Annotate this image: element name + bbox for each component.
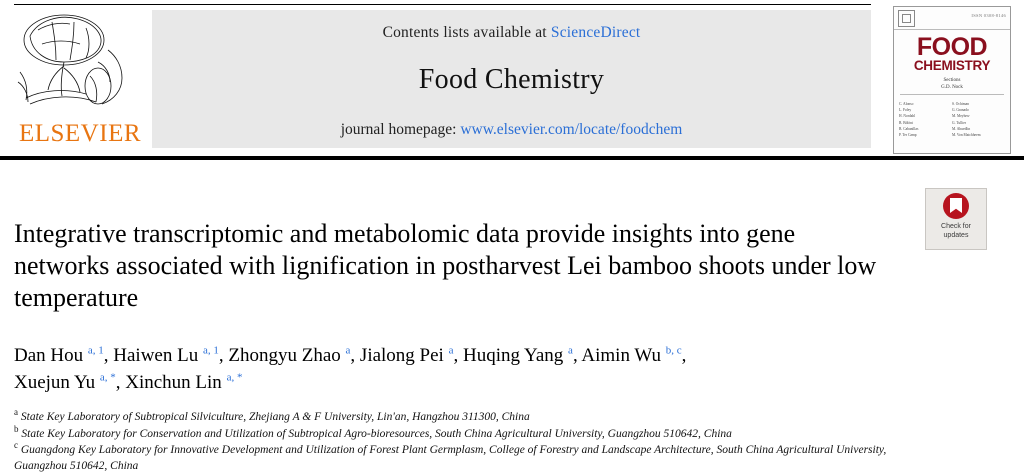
- crossmark-label: [926, 222, 986, 240]
- author-sep: ,: [103, 345, 114, 366]
- journal-homepage-link[interactable]: www.elsevier.com/locate/foodchem: [460, 121, 683, 138]
- author-name: Xinchun Lin: [125, 372, 222, 393]
- crossmark-check-for-updates-button[interactable]: [925, 188, 987, 250]
- cover-subtitle: [894, 77, 1010, 91]
- journal-homepage-line: [152, 121, 871, 139]
- affiliation-item: [14, 407, 914, 426]
- affiliation-item: [14, 440, 914, 474]
- affiliation-list: [14, 407, 914, 474]
- author-sep: ,: [681, 345, 687, 366]
- affiliation-mark: c: [14, 440, 18, 451]
- author-item[interactable]: [14, 345, 104, 366]
- affiliation-text: State Key Laboratory of Subtropical Silviculture, Zhejiang A & F University, Lin'an, Hangzhou 311300, China: [20, 411, 530, 423]
- journal-masthead: [0, 0, 1024, 160]
- author-affiliation-marks: a, 1: [87, 344, 104, 357]
- page-title: Integrative transcriptomic and metabolomic data provide insights into gene networks associated with lignification in postharvest Lei bamboo shoots under low temperature: [14, 219, 877, 312]
- author-name: Aimin Wu: [581, 345, 662, 366]
- author-affiliation-marks: a: [345, 344, 351, 357]
- cover-editor-column-right: S. Ochiman G. Granado M. Meyhew G. Tullier M. Ahuedlin M. Von Matchheem: [952, 102, 981, 138]
- elsevier-logo: [12, 10, 148, 150]
- affiliation-text: Guangdong Key Laboratory for Innovative Development and Utilization of Forest Plant Germplasm, College of Forestry and Landscape Architecture, South China Agricultural University, Guangzhou 510642, China: [14, 444, 887, 472]
- author-sep: ,: [453, 345, 463, 366]
- sciencedirect-link[interactable]: ScienceDirect: [550, 24, 641, 41]
- author-item[interactable]: [360, 345, 454, 366]
- author-sep: ,: [218, 345, 229, 366]
- author-affiliation-marks: a: [448, 344, 454, 357]
- author-name: Xuejun Yu: [14, 372, 96, 393]
- cover-issn-text: ISSN 0308-8146: [971, 13, 1006, 18]
- crossmark-label-line1: Check for: [941, 223, 971, 230]
- author-sep: ,: [572, 345, 582, 366]
- author-name: Huqing Yang: [462, 345, 564, 366]
- cover-logo-icon: [898, 10, 915, 27]
- cover-editor-columns: [894, 101, 1010, 138]
- author-sep: ,: [350, 345, 360, 366]
- author-name: Zhongyu Zhao: [228, 345, 341, 366]
- author-affiliation-marks: b, c: [665, 344, 682, 357]
- cover-editor-label: G.D. Nock: [941, 85, 963, 90]
- affiliation-mark: b: [14, 423, 19, 434]
- author-item[interactable]: [581, 345, 681, 366]
- masthead-top-rule: [14, 4, 871, 5]
- cover-topbar: [894, 7, 1010, 30]
- author-name: Dan Hou: [14, 345, 84, 366]
- author-name: Haiwen Lu: [113, 345, 199, 366]
- cover-editor-column-left: C. Alonso L. Foley H. Nordahl B. Bölöni B. Cabanillas P. Ter Camp: [899, 102, 919, 138]
- crossmark-label-line2: updates: [943, 232, 969, 239]
- author-affiliation-marks: a, 1: [202, 344, 219, 357]
- contents-available-line: [152, 10, 871, 42]
- journal-cover-thumbnail: [893, 6, 1011, 154]
- elsevier-tree-icon: [12, 10, 148, 118]
- author-name: Jialong Pei: [359, 345, 444, 366]
- author-affiliation-marks: a, *: [226, 371, 243, 384]
- author-affiliation-marks: a, *: [99, 371, 116, 384]
- author-item[interactable]: [113, 345, 219, 366]
- author-item[interactable]: [463, 345, 573, 366]
- cover-title-chemistry: CHEMISTRY: [913, 58, 991, 73]
- cover-divider: [900, 94, 1004, 95]
- contents-available-text: Contents lists available at: [382, 24, 551, 41]
- journal-homepage-label: journal homepage:: [340, 121, 461, 138]
- crossmark-icon: [943, 193, 969, 219]
- affiliation-item: [14, 423, 914, 443]
- journal-title: Food Chemistry: [418, 64, 605, 95]
- journal-band: [152, 10, 871, 148]
- author-item[interactable]: [228, 345, 350, 366]
- cover-sections-label: Sections: [943, 78, 961, 83]
- author-sep: ,: [115, 372, 126, 393]
- author-list: [14, 342, 894, 396]
- affiliation-text: State Key Laboratory for Conservation and Utilization of Subtropical Agro-bioresources, South China Agricultural University, Guangzhou 510642, China: [21, 427, 732, 440]
- article-header: [0, 160, 1024, 474]
- author-item[interactable]: [14, 372, 116, 393]
- author-item[interactable]: [125, 372, 242, 393]
- cover-title-food: FOOD: [916, 33, 988, 61]
- author-affiliation-marks: a: [568, 344, 573, 357]
- elsevier-wordmark: ELSEVIER: [18, 120, 142, 147]
- affiliation-mark: a: [14, 407, 18, 418]
